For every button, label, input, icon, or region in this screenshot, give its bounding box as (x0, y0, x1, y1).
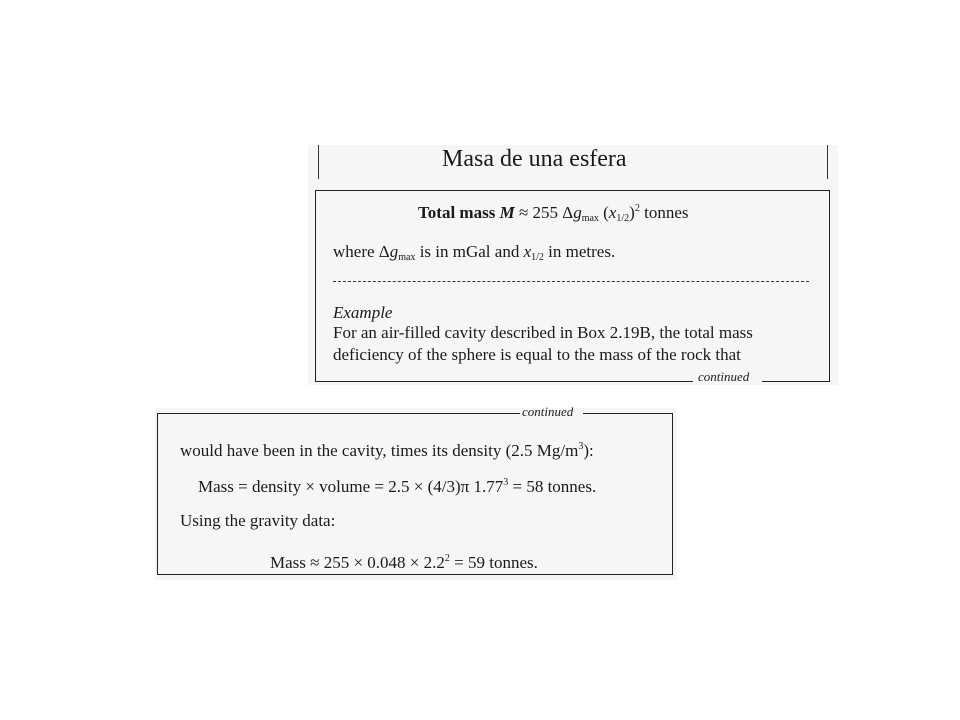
formula-box-bottom-border (315, 381, 693, 382)
example-label: Example (333, 303, 393, 322)
where-text-c: in metres. (548, 242, 616, 261)
total-mass-formula (418, 198, 688, 230)
formula-paren-open: ( (603, 203, 609, 222)
formula-sub-max: max (581, 213, 599, 224)
example-line-2: deficiency of the sphere is equal to the mass of the rock that (333, 345, 741, 364)
where-sub-max: max (398, 252, 416, 263)
continuation-exp: 3 (578, 441, 584, 452)
mass-volume-formula (198, 472, 596, 498)
mass-volume-text-b: = 58 tonnes. (512, 477, 597, 496)
where-sub-half: 1/2 (531, 252, 544, 263)
continued-label-top: continued (522, 404, 574, 419)
continuation-text-b: ): (583, 441, 594, 460)
formula-exp: 2 (634, 203, 640, 214)
where-g: g (389, 242, 399, 261)
continuation-box-top-border-right (583, 413, 673, 414)
continuation-box-top-border (157, 413, 520, 414)
dashed-divider (333, 281, 809, 282)
formula-var-m: M (499, 203, 515, 222)
mass-gravity-text-b: = 59 tonnes. (454, 553, 538, 572)
where-line (333, 241, 615, 269)
mass-gravity-exp: 2 (444, 553, 450, 564)
mass-gravity-formula (270, 548, 538, 574)
example-line-1: For an air-filled cavity described in Box 2.19B, the total mass (333, 323, 753, 342)
formula-box-bottom-border-right (762, 381, 830, 382)
formula-unit: tonnes (644, 203, 689, 222)
mass-volume-exp: 3 (503, 477, 509, 488)
where-text-a: where Δ (333, 242, 390, 261)
formula-sub-half: 1/2 (616, 213, 630, 224)
where-text-b: is in mGal and (419, 242, 520, 261)
formula-approx: ≈ 255 Δ (518, 203, 574, 222)
continued-label-bottom: continued (698, 369, 750, 384)
using-gravity-line: Using the gravity data: (180, 511, 336, 530)
where-x: x (523, 242, 532, 261)
mass-gravity-text-a: Mass ≈ 255 × 0.048 × 2.2 (270, 553, 445, 572)
formula-x: x (608, 203, 617, 222)
page-title: Masa de una esfera (442, 146, 627, 172)
formula-paren-close: ) (629, 203, 635, 222)
formula-g: g (573, 203, 582, 222)
continuation-text-a: would have been in the cavity, times its density (2.5 Mg/m (180, 441, 579, 460)
continuation-line (180, 436, 594, 462)
mass-volume-text-a: Mass = density × volume = 2.5 × (4/3)π 1.77 (198, 477, 504, 496)
formula-prefix: Total mass (418, 203, 496, 222)
